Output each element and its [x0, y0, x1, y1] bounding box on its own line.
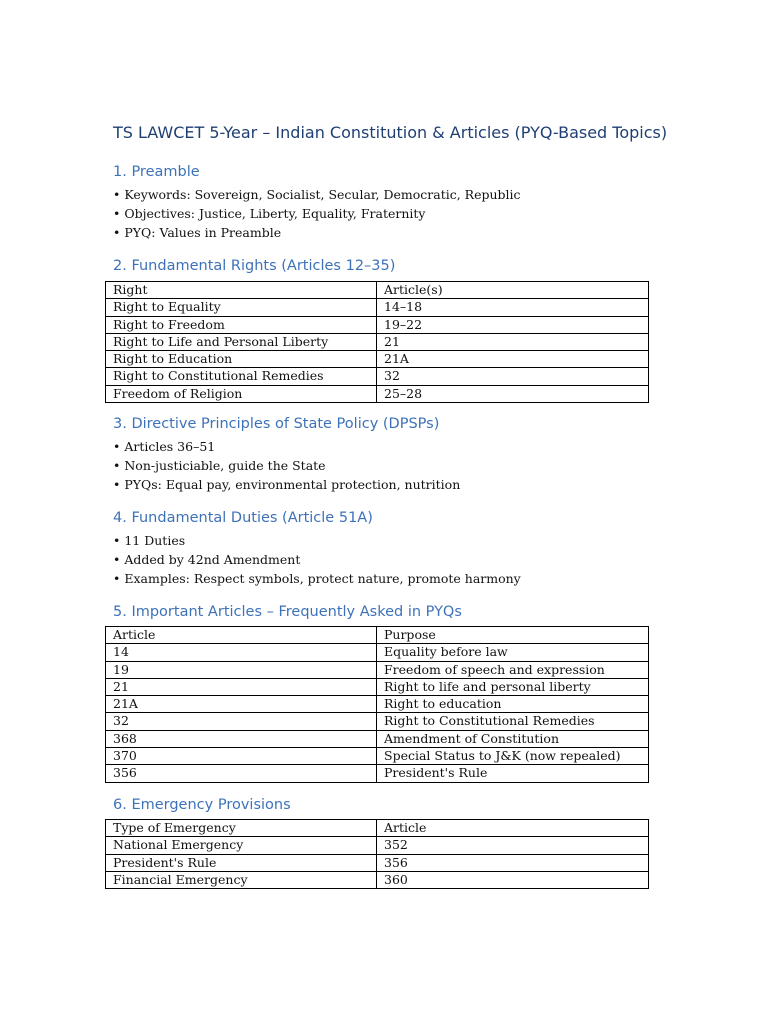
table-row [106, 661, 649, 678]
table-row [106, 299, 649, 316]
list-item: • PYQ: Values in Preamble [113, 223, 521, 242]
table-row [106, 765, 649, 782]
table-row [106, 748, 649, 765]
table-cell: Freedom of speech and expression [377, 661, 649, 678]
table-row [106, 713, 649, 730]
table-row [106, 730, 649, 747]
table-cell: 356 [106, 765, 377, 782]
document-title: TS LAWCET 5-Year – Indian Constitution & Articles (PYQ-Based Topics) [113, 123, 668, 142]
table-row [106, 837, 649, 854]
table-cell: 21 [377, 333, 649, 350]
table-row [106, 644, 649, 661]
table-cell: 368 [106, 730, 377, 747]
table-cell: 32 [377, 368, 649, 385]
list-item: • PYQs: Equal pay, environmental protection, nutrition [113, 475, 460, 494]
table-cell: 21A [377, 351, 649, 368]
section-heading-important-articles: 5. Important Articles – Frequently Asked in PYQs [113, 604, 462, 620]
emergency-provisions-table [105, 819, 649, 889]
table-cell: Right to Equality [106, 299, 377, 316]
table-row [106, 385, 649, 402]
table-cell: 19 [106, 661, 377, 678]
list-item: • Non-justiciable, guide the State [113, 456, 460, 475]
table-header-cell: Right [106, 282, 377, 299]
table-cell: President's Rule [106, 854, 377, 871]
list-item: • Objectives: Justice, Liberty, Equality, Fraternity [113, 204, 521, 223]
table-cell: 32 [106, 713, 377, 730]
table-cell: 21 [106, 678, 377, 695]
table-header-row [106, 627, 649, 644]
list-item: • Examples: Respect symbols, protect nature, promote harmony [113, 569, 521, 588]
table-row [106, 316, 649, 333]
table-header-cell: Article [377, 820, 649, 837]
table-row [106, 368, 649, 385]
table-cell: 360 [377, 871, 649, 888]
table-header-cell: Type of Emergency [106, 820, 377, 837]
fundamental-rights-table [105, 281, 649, 403]
table-cell: 14–18 [377, 299, 649, 316]
table-row [106, 854, 649, 871]
table-cell: 21A [106, 696, 377, 713]
table-cell: Amendment of Constitution [377, 730, 649, 747]
table-cell: President's Rule [377, 765, 649, 782]
list-item: • 11 Duties [113, 531, 521, 550]
table-cell: 370 [106, 748, 377, 765]
table-row [106, 871, 649, 888]
table-cell: Right to Constitutional Remedies [377, 713, 649, 730]
table-row [106, 696, 649, 713]
table-cell: Right to Constitutional Remedies [106, 368, 377, 385]
important-articles-table [105, 626, 649, 783]
table-cell: Right to Freedom [106, 316, 377, 333]
dpsp-bullet-list [113, 437, 460, 495]
table-cell: Right to Life and Personal Liberty [106, 333, 377, 350]
table-cell: 25–28 [377, 385, 649, 402]
table-cell: Financial Emergency [106, 871, 377, 888]
table-cell: 352 [377, 837, 649, 854]
table-cell: National Emergency [106, 837, 377, 854]
table-cell: Right to education [377, 696, 649, 713]
table-cell: Equality before law [377, 644, 649, 661]
table-cell: 19–22 [377, 316, 649, 333]
table-header-cell: Article [106, 627, 377, 644]
list-item: • Articles 36–51 [113, 437, 460, 456]
table-header-cell: Article(s) [377, 282, 649, 299]
list-item: • Keywords: Sovereign, Socialist, Secular, Democratic, Republic [113, 185, 521, 204]
section-heading-preamble: 1. Preamble [113, 164, 200, 180]
section-heading-fundamental-rights: 2. Fundamental Rights (Articles 12–35) [113, 258, 396, 274]
table-header-row [106, 282, 649, 299]
table-cell: Special Status to J&K (now repealed) [377, 748, 649, 765]
list-item: • Added by 42nd Amendment [113, 550, 521, 569]
table-row [106, 351, 649, 368]
fundamental-duties-bullet-list [113, 531, 521, 589]
section-heading-fundamental-duties: 4. Fundamental Duties (Article 51A) [113, 510, 373, 526]
preamble-bullet-list [113, 185, 521, 243]
table-row [106, 678, 649, 695]
section-heading-dpsp: 3. Directive Principles of State Policy (DPSPs) [113, 416, 440, 432]
table-row [106, 333, 649, 350]
table-cell: Freedom of Religion [106, 385, 377, 402]
section-heading-emergency-provisions: 6. Emergency Provisions [113, 797, 291, 813]
table-header-row [106, 820, 649, 837]
table-cell: 356 [377, 854, 649, 871]
table-cell: Right to Education [106, 351, 377, 368]
table-cell: Right to life and personal liberty [377, 678, 649, 695]
table-cell: 14 [106, 644, 377, 661]
table-header-cell: Purpose [377, 627, 649, 644]
